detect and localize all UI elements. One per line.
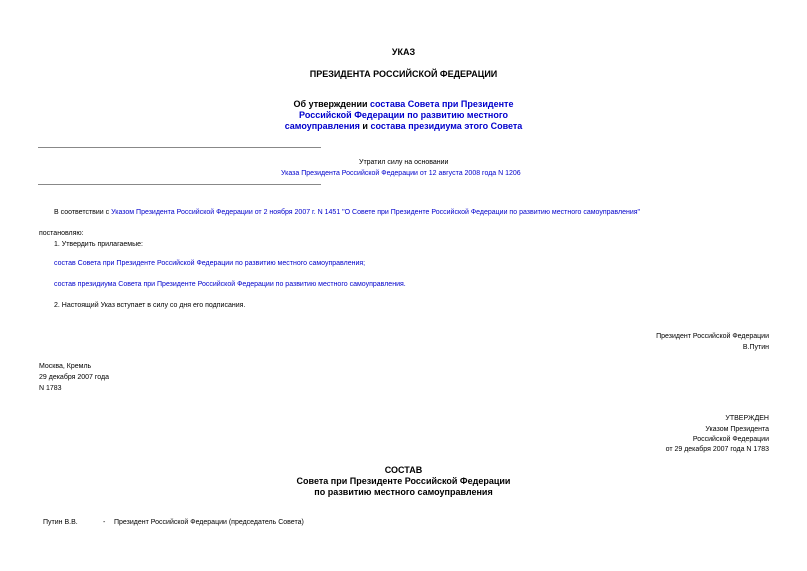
preamble (54, 209, 640, 216)
composition-title: СОСТАВ (384, 465, 423, 475)
approved-date: от 29 декабря 2007 года N 1783 (665, 446, 769, 453)
approved-by: Указом Президента (705, 426, 769, 433)
member-dash: - (103, 519, 106, 526)
decree-subject (0, 99, 807, 132)
signature-name: В.Путин (742, 344, 769, 351)
approved-by-country: Российской Федерации (692, 436, 769, 443)
decree-number: N 1783 (39, 385, 62, 392)
subject-prefix: Об утверждении (293, 99, 371, 109)
subject-link-council-cont[interactable]: Российской Федерации по развитию местного (299, 110, 508, 120)
approved-label: УТВЕРЖДЕН (725, 415, 769, 422)
lost-force-note: Утратил силу на основании (359, 159, 449, 166)
decree-date: 29 декабря 2007 года (39, 374, 110, 381)
composition-presidium-link[interactable]: состав президиума Совета при Президенте Российской Федерации по развитию местного самоуправления. (54, 281, 406, 288)
divider-bottom (38, 184, 321, 185)
item-2: 2. Настоящий Указ вступает в силу со дня его подписания. (54, 302, 246, 309)
issuer-heading: ПРЕЗИДЕНТА РОССИЙСКОЙ ФЕДЕРАЦИИ (309, 69, 498, 79)
composition-subtitle-2: по развитию местного самоуправления (314, 487, 493, 497)
item-1: 1. Утвердить прилагаемые: (54, 241, 143, 248)
subject-link-presidium[interactable]: состава президиума этого Совета (370, 121, 523, 131)
subject-link-council-end[interactable]: самоуправления (284, 121, 360, 131)
decree-heading: УКАЗ (391, 47, 416, 57)
composition-council-link[interactable]: состав Совета при Президенте Российской Федерации по развитию местного самоуправления; (54, 260, 366, 267)
place: Москва, Кремль (39, 363, 92, 370)
member-role: Президент Российской Федерации (председатель Совета) (114, 519, 304, 526)
signature-title: Президент Российской Федерации (656, 333, 769, 340)
divider-top (38, 147, 321, 148)
composition-subtitle-1: Совета при Президенте Российской Федерации (296, 476, 511, 486)
repeal-basis-link[interactable]: Указа Президента Российской Федерации от 12 августа 2008 года N 1206 (281, 170, 521, 177)
subject-conjunction: и (359, 121, 371, 131)
preamble-prefix: В соответствии с (54, 209, 112, 216)
subject-link-council[interactable]: состава Совета при Президенте (370, 99, 514, 109)
member-name: Путин В.В. (43, 519, 78, 526)
preamble-decree-link[interactable]: Указом Президента Российской Федерации от 2 ноября 2007 г. N 1451 "О Совете при Президенте Российской Федерации по развитию местного самоуправления" (111, 209, 641, 216)
decreed-word: постановляю: (39, 230, 84, 237)
